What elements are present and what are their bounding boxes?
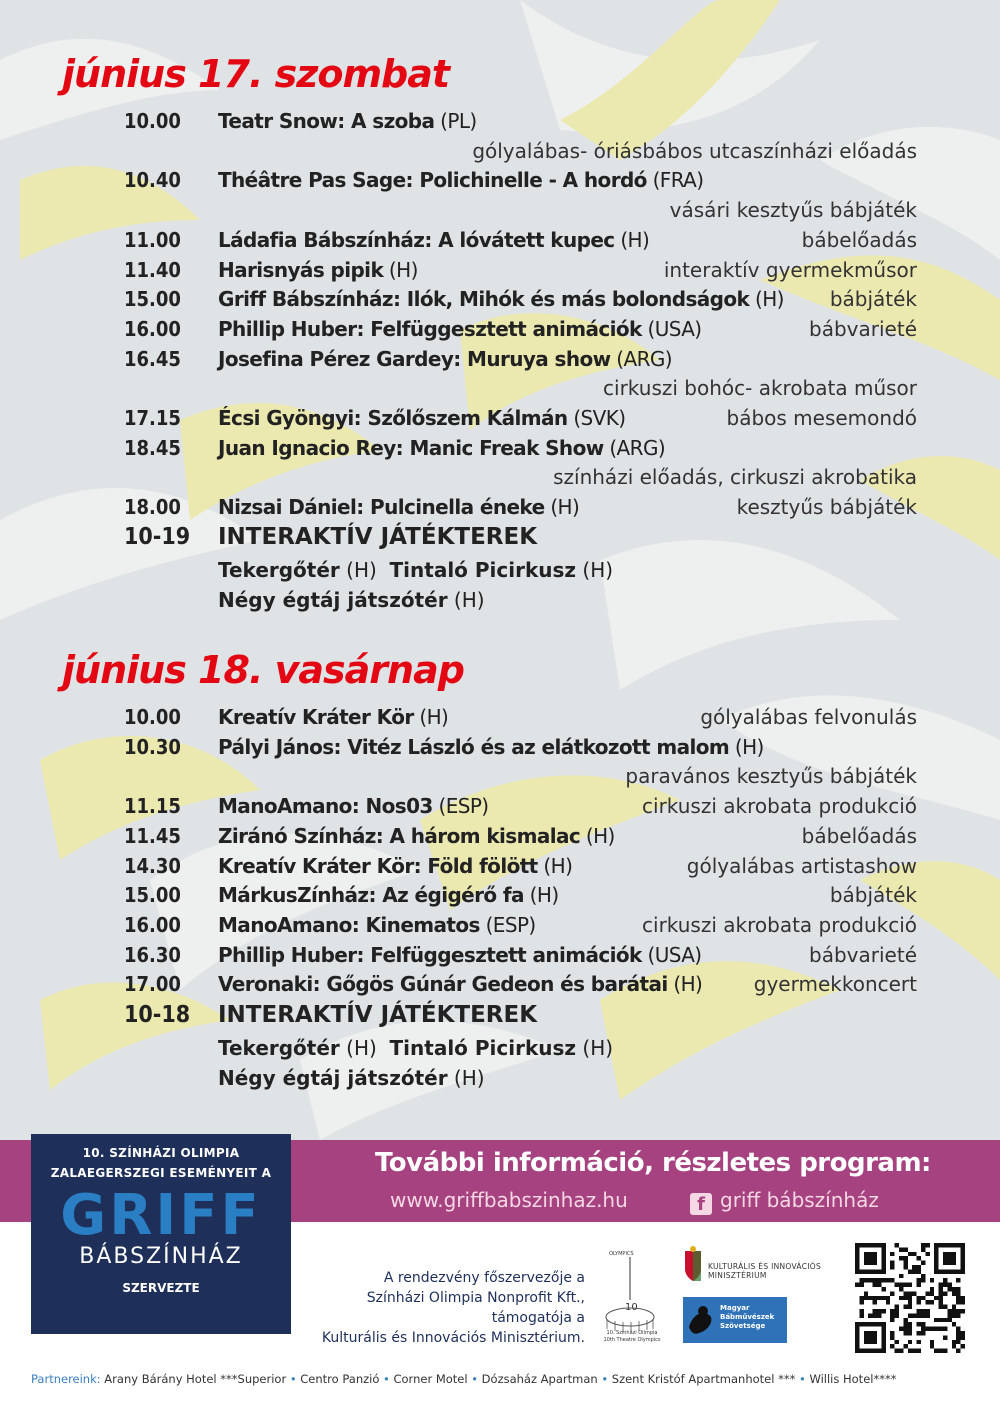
szervezte-text: SZERVEZTE: [122, 1281, 200, 1295]
event-country: (H): [620, 227, 650, 252]
event-category: cirkuszi akrobata produkció: [642, 794, 917, 819]
event-title: [218, 880, 559, 910]
interactive-title: INTERAKTÍV JÁTÉKTEREK: [218, 524, 538, 550]
schedule-row: [0, 910, 1000, 940]
event-name: Juan Ignacio Rey: Manic Freak Show: [218, 435, 604, 460]
event-country: (USA): [647, 942, 702, 967]
event-name: Phillip Huber: Felfüggesztett animációk: [218, 942, 642, 967]
facebook-link[interactable]: [690, 1188, 879, 1215]
schedule-row: [0, 732, 1000, 762]
schedule-row: [0, 761, 1000, 791]
schedule-row: [0, 136, 1000, 166]
event-time: 10.00: [124, 109, 181, 133]
partner-item: Corner Motel: [393, 1372, 468, 1386]
schedule-row: [0, 403, 1000, 433]
schedule-row: [0, 462, 1000, 492]
event-title: [218, 910, 536, 940]
venue-country: (H): [453, 1066, 485, 1090]
schedule-row: [0, 492, 1000, 522]
organizer-text: [265, 1268, 585, 1348]
organizer-line: Kulturális és Innovációs Minisztérium.: [321, 1330, 585, 1346]
event-name: Kreatív Kráter Kör: Föld fölött: [218, 853, 538, 878]
event-time: 18.45: [124, 435, 181, 460]
schedule-row: [0, 225, 1000, 255]
event-time: 10.00: [124, 705, 181, 729]
babszinhaz-text: BÁBSZÍNHÁZ: [79, 1244, 243, 1269]
event-time: 11.40: [124, 257, 181, 282]
event-name: Écsi Gyöngyi: Szőlőszem Kálmán: [218, 406, 568, 430]
event-title: [218, 225, 649, 255]
event-time: 16.30: [124, 942, 181, 967]
facebook-icon: f: [690, 1193, 712, 1215]
schedule-row: [0, 940, 1000, 970]
event-name: Griff Bábszínház: Ilók, Mihók és más bolondságok: [218, 287, 750, 312]
event-name: ManoAmano: Kinematos: [218, 912, 480, 937]
event-name: Pályi János: Vitéz László és az elátkozott malom: [218, 734, 730, 759]
event-name: Veronaki: Gőgös Gúnár Gedeon és barátai: [218, 972, 668, 997]
partner-item: Willis Hotel****: [809, 1372, 897, 1386]
info-title: További információ, részletes program:: [375, 1148, 931, 1178]
caption-line: 10. Színházi Olimpia: [606, 1330, 658, 1336]
interactive-time: 10-19: [124, 524, 191, 550]
event-title: [218, 702, 448, 732]
day1-title: június 17. szombat: [62, 52, 450, 96]
event-country: (H): [550, 495, 580, 520]
event-title: [218, 940, 702, 970]
event-time: 18.00: [124, 495, 181, 520]
event-time: 16.45: [124, 346, 181, 371]
event-time: 17.00: [124, 972, 181, 997]
event-title: [218, 433, 665, 463]
day2-interactive-line1: [0, 1033, 1000, 1063]
event-country: (ESP): [485, 912, 536, 937]
event-category: bábvarieté: [809, 942, 917, 967]
schedule-row: [0, 433, 1000, 463]
interactive-title: INTERAKTÍV JÁTÉKTEREK: [218, 1002, 538, 1028]
event-category: színházi előadás, cirkuszi akrobatika: [553, 465, 917, 490]
facebook-label: griff bábszínház: [720, 1188, 879, 1212]
association-line: Szövetsége: [720, 1322, 766, 1330]
event-time: 11.15: [124, 794, 181, 819]
venue-country: (H): [346, 558, 377, 582]
schedule-row: [0, 255, 1000, 285]
event-country: (H): [673, 972, 703, 997]
event-title: [218, 314, 702, 344]
event-category: gólyalábas artistashow: [686, 853, 917, 878]
event-title: [218, 284, 784, 314]
event-title: [218, 492, 579, 522]
event-name: Théâtre Pas Sage: Polichinelle - A hordó: [218, 168, 647, 193]
event-name: Kreatív Kráter Kör: [218, 705, 414, 729]
event-name: MárkusZínház: Az égigérő fa: [218, 883, 524, 908]
day2-title: június 18. vasárnap: [62, 648, 464, 692]
partner-item: Szent Kristóf Apartmanhotel ***: [611, 1372, 796, 1386]
event-category: kesztyűs bábjáték: [736, 495, 917, 520]
event-category: bábjáték: [829, 883, 917, 908]
events-line: ZALAEGERSZEGI ESEMÉNYEIT A: [50, 1166, 272, 1180]
association-text: [720, 1304, 774, 1331]
event-name: Teatr Snow: A szoba: [218, 109, 435, 133]
event-title: [218, 344, 672, 374]
olympics-caption: [592, 1330, 672, 1344]
griff-logo-text: GRIFF: [60, 1183, 262, 1248]
partners-label: Partnereink:: [31, 1372, 101, 1386]
interactive-time: 10-18: [124, 1002, 191, 1028]
event-title: [218, 106, 477, 136]
event-country: (H): [529, 883, 559, 908]
caption-line: 10th Theatre Olympics: [603, 1337, 661, 1343]
event-category: bábelőadás: [801, 823, 917, 848]
schedule-row: [0, 880, 1000, 910]
event-time: 15.00: [124, 883, 181, 908]
schedule-row: [0, 314, 1000, 344]
event-country: (H): [734, 734, 764, 759]
partner-item: Dózsaház Apartman: [481, 1372, 598, 1386]
venue-country: (H): [582, 1036, 614, 1060]
ministry-line: KULTURÁLIS ÉS INNOVÁCIÓS: [708, 1262, 822, 1271]
event-category: vásári kesztyűs bábjáték: [669, 198, 917, 223]
schedule-row: [0, 821, 1000, 851]
event-time: 10.30: [124, 734, 181, 759]
event-title: [218, 255, 418, 285]
event-category: paravános kesztyűs bábjáték: [625, 764, 917, 789]
event-country: (H): [388, 257, 418, 282]
venue-country: (H): [582, 558, 614, 582]
ministry-line: MINISZTÉRIUM: [708, 1271, 767, 1280]
puppet-icon: [683, 1297, 719, 1343]
event-country: (USA): [647, 316, 702, 341]
event-time: 11.00: [124, 227, 181, 252]
day2-interactive-row: [0, 1000, 1000, 1030]
event-name: Harisnyás pipik: [218, 257, 384, 282]
association-line: Magyar: [720, 1304, 750, 1312]
venue-name: Tintaló Picirkusz: [389, 558, 577, 582]
schedule-row: [0, 195, 1000, 225]
association-line: Bábművészek: [720, 1313, 775, 1321]
event-name: ManoAmano: Nos03: [218, 794, 433, 819]
partner-item: Arany Bárány Hotel ***Superior: [104, 1372, 287, 1386]
event-time: 15.00: [124, 287, 181, 312]
organizer-line: A rendezvény főszervezője a: [383, 1270, 585, 1286]
event-title: [218, 403, 625, 433]
schedule-row: [0, 165, 1000, 195]
venue-country: (H): [453, 588, 485, 612]
event-time: 14.30: [124, 853, 181, 878]
event-category: cirkuszi bohóc- akrobata műsor: [603, 376, 917, 401]
venue-name: Tekergőtér: [218, 1036, 340, 1060]
event-title: [218, 732, 764, 762]
event-category: bábelőadás: [801, 227, 917, 252]
event-country: (H): [419, 705, 449, 729]
event-country: (H): [585, 823, 615, 848]
partners-line: Partnereink: Arany Bárány Hotel ***Superior • Centro Panzió • Corner Motel • Dózsaház Apartman • Szent Kristóf Apartmanhotel *** • Willis Hotel****: [31, 1372, 897, 1386]
event-country: (PL): [440, 109, 477, 133]
schedule-row: [0, 969, 1000, 999]
event-name: Nizsai Dániel: Pulcinella éneke: [218, 495, 545, 520]
event-category: bábvarieté: [809, 316, 917, 341]
event-category: gólyalábas- óriásbábos utcaszínházi előadás: [472, 138, 917, 163]
event-category: gyermekkoncert: [753, 972, 917, 997]
event-category: interaktív gyermekműsor: [663, 257, 917, 282]
day1-interactive-line2: [0, 585, 1000, 615]
event-time: 10.40: [124, 168, 181, 193]
event-country: (SVK): [573, 406, 626, 430]
event-name: Josefina Pérez Gardey: Muruya show: [218, 346, 611, 371]
venue-name: Tintaló Picirkusz: [389, 1036, 577, 1060]
organizer-line: támogatója a: [491, 1310, 585, 1326]
event-title: [218, 791, 489, 821]
event-time: 17.15: [124, 406, 181, 430]
venue-country: (H): [346, 1036, 377, 1060]
event-title: [218, 969, 702, 999]
schedule-row: [0, 702, 1000, 732]
olympics-mark-text: OLYMPICS: [609, 1251, 634, 1257]
schedule-row: [0, 851, 1000, 881]
event-category: bábos mesemondó: [726, 406, 917, 430]
event-category: cirkuszi akrobata produkció: [642, 912, 917, 937]
event-title: [218, 821, 615, 851]
venue-name: Négy égtáj játszótér: [218, 1066, 448, 1090]
griff-organizer-box: [31, 1134, 291, 1334]
day2-interactive-line2: [0, 1063, 1000, 1093]
organizer-line: Színházi Olimpia Nonprofit Kft.,: [366, 1290, 585, 1306]
event-time: 16.00: [124, 316, 181, 341]
day1-interactive-row: [0, 522, 1000, 552]
event-name: Ziránó Színház: A három kismalac: [218, 823, 581, 848]
event-country: (ARG): [616, 346, 672, 371]
partner-item: Centro Panzió: [300, 1372, 380, 1386]
olympics-line: 10. SZÍNHÁZI OLIMPIA: [82, 1146, 240, 1160]
ministry-text: [708, 1262, 821, 1280]
website-link[interactable]: www.griffbabszinhaz.hu: [390, 1188, 628, 1212]
svg-text:10: 10: [625, 1302, 638, 1313]
event-category: bábjáték: [829, 287, 917, 312]
day1-interactive-line1: [0, 555, 1000, 585]
schedule-row: [0, 106, 1000, 136]
qr-code[interactable]: [855, 1243, 965, 1353]
venue-name: Tekergőtér: [218, 558, 340, 582]
event-country: (H): [543, 853, 573, 878]
schedule-row: [0, 791, 1000, 821]
event-title: [218, 851, 572, 881]
event-time: 16.00: [124, 912, 181, 937]
schedule-row: [0, 284, 1000, 314]
event-time: 11.45: [124, 823, 181, 848]
event-name: Ládafia Bábszínház: A lóvátett kupec: [218, 227, 615, 252]
event-country: (H): [755, 287, 784, 312]
event-country: (FRA): [652, 168, 704, 193]
event-country: (ESP): [438, 794, 489, 819]
venue-name: Négy égtáj játszótér: [218, 588, 448, 612]
schedule-row: [0, 344, 1000, 374]
event-country: (ARG): [609, 435, 666, 460]
schedule-row: [0, 373, 1000, 403]
event-category: gólyalábas felvonulás: [700, 705, 917, 729]
event-name: Phillip Huber: Felfüggesztett animációk: [218, 316, 642, 341]
event-title: [218, 165, 703, 195]
